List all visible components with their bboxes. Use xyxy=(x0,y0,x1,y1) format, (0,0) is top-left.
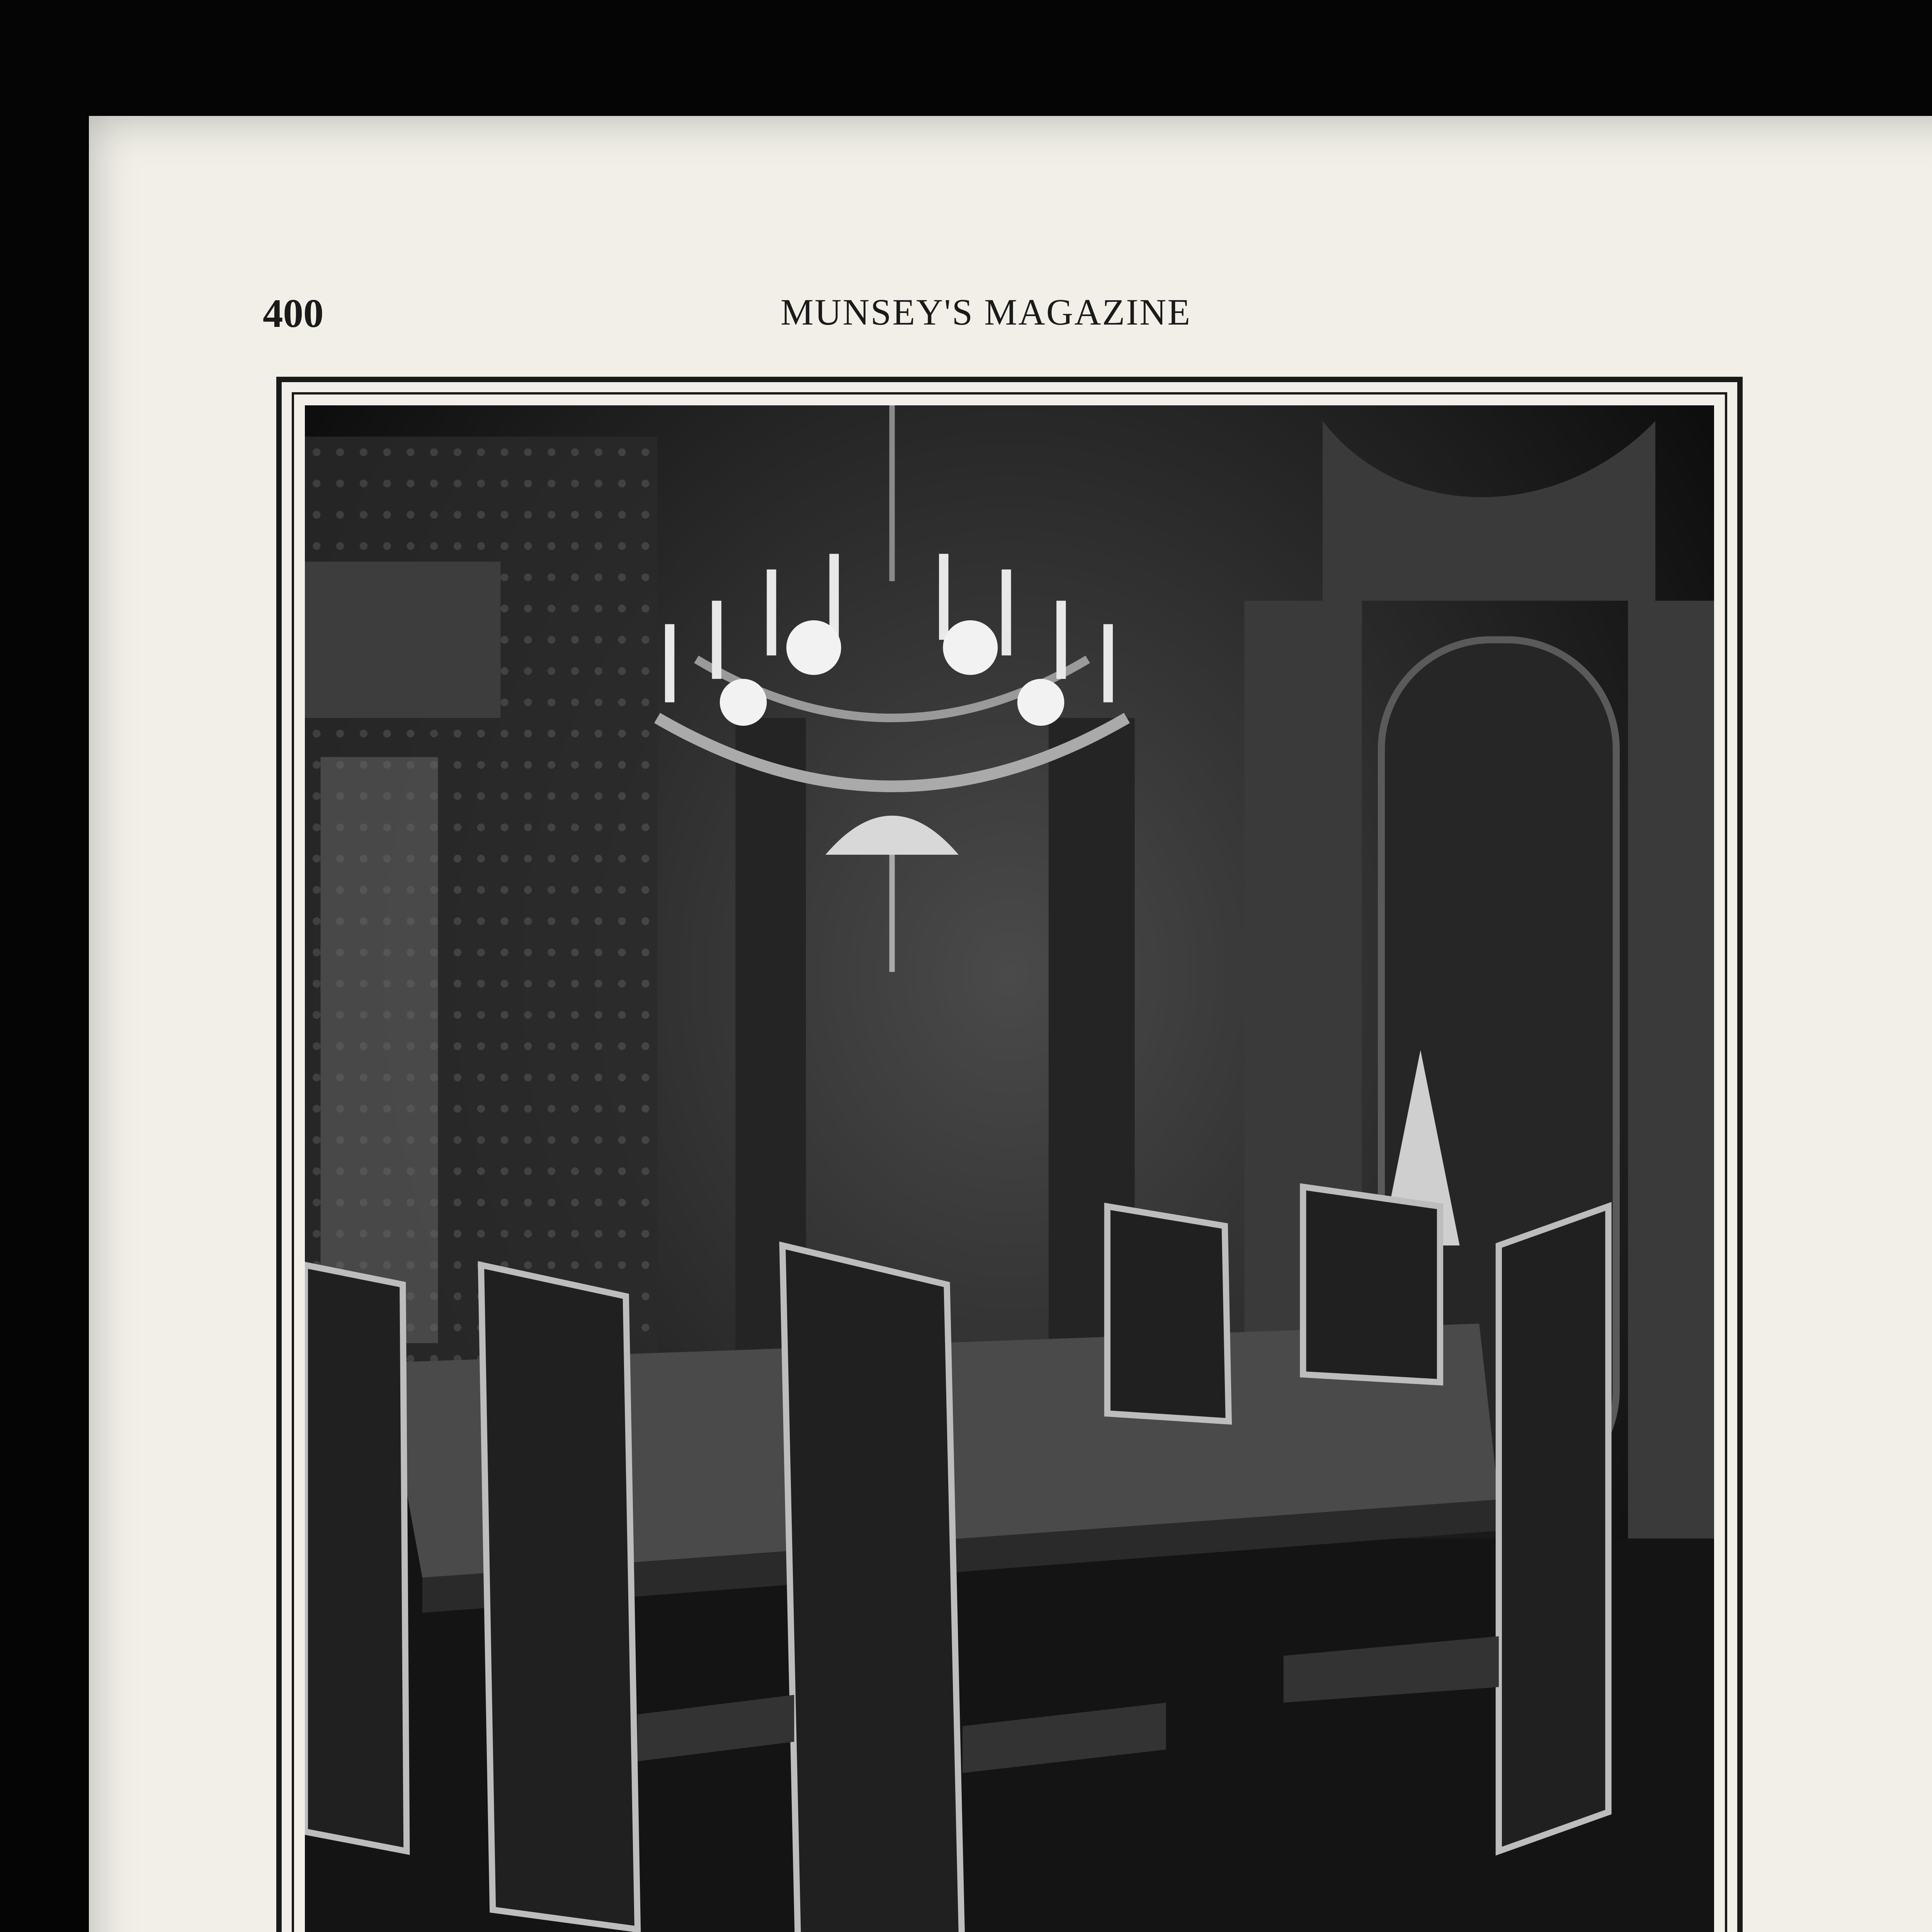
wall-panel xyxy=(305,562,501,718)
doorway xyxy=(321,757,438,1343)
column-right xyxy=(1628,601,1714,1539)
page-number: 400 xyxy=(263,291,324,336)
dining-room-illustration xyxy=(305,405,1714,1932)
magazine-title: MUNSEY'S MAGAZINE xyxy=(781,291,1191,333)
photo-frame xyxy=(276,377,1743,1932)
dining-room-photo xyxy=(305,405,1714,1932)
